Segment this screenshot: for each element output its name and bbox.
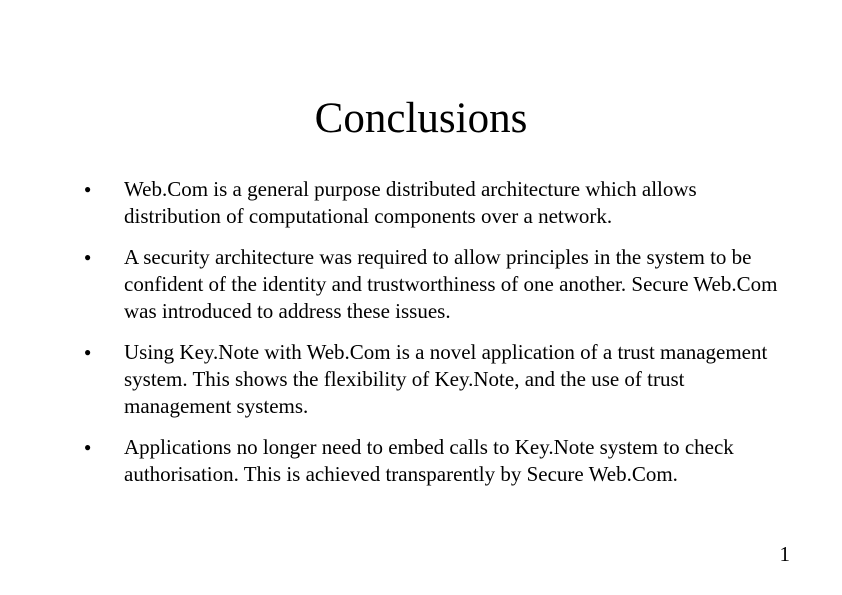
- bullet-icon: ●: [84, 440, 92, 454]
- slide-title: Conclusions: [314, 95, 528, 142]
- bullet-icon: ●: [84, 250, 92, 264]
- bullet-item: [84, 339, 784, 420]
- bullet-text: Web.Com is a general purpose distributed architecture which allows distribution of computational components over a network.: [124, 177, 697, 228]
- bullet-item: [84, 244, 784, 325]
- bullet-item: [84, 176, 784, 230]
- page-number: 1: [779, 542, 790, 566]
- bullet-icon: ●: [84, 182, 92, 196]
- bullet-text: Using Key.Note with Web.Com is a novel application of a trust management system. This shows the flexibility of Key.Note, and the use of trust management systems.: [124, 340, 768, 418]
- bullet-text: A security architecture was required to allow principles in the system to be confident of the identity and trustworthiness of one another. Secure Web.Com was introduced to address these issues.: [124, 245, 778, 323]
- bullet-item: [84, 434, 784, 488]
- bullet-text: Applications no longer need to embed calls to Key.Note system to check authorisation. This is achieved transparently by Secure Web.Com.: [124, 435, 734, 486]
- bullet-icon: ●: [84, 345, 92, 359]
- bullet-list: [84, 176, 784, 502]
